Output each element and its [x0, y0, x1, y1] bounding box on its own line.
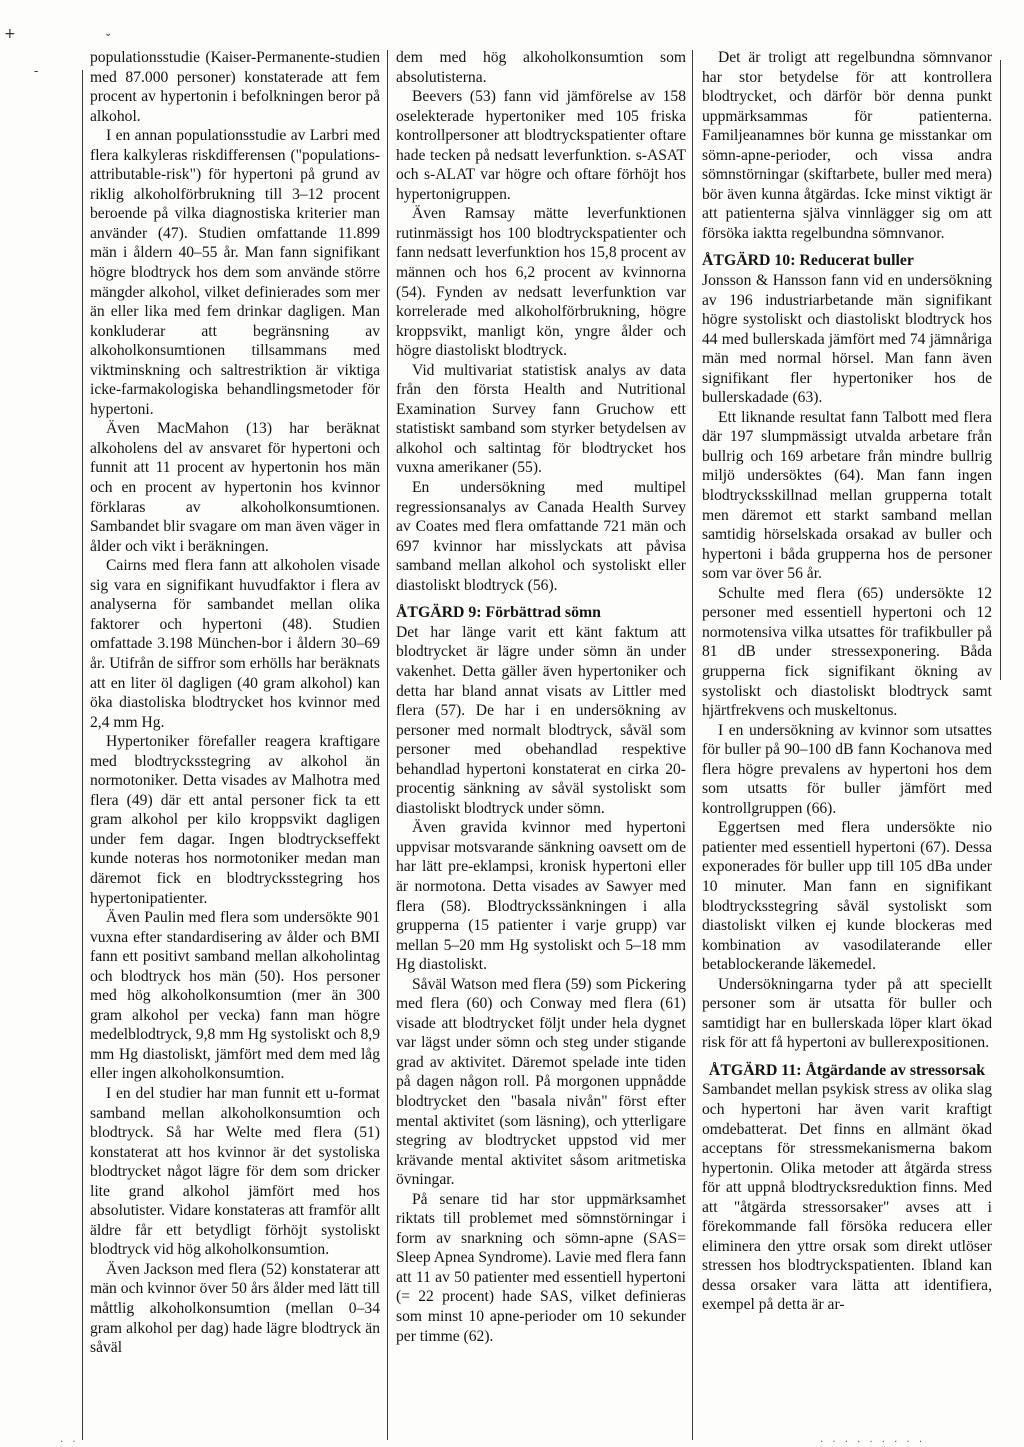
section-heading: ÅTGÄRD 11: Åtgärdande av stressorsak	[708, 1061, 986, 1079]
paragraph: dem med hög alkoholkonsumtion som absolutisterna.	[396, 49, 686, 86]
footer-mark: . . . . . . . . .	[820, 1434, 926, 1445]
text-column-3	[702, 48, 992, 1315]
column-rule-far-right	[1000, 60, 1001, 680]
paragraph: Schulte med flera (65) undersökte 12 personer med essentiell hypertoni och 12 normotensiva vilka utsattes för trafikbuller på 81 dB under stressexponering. Båda grupperna fick signifikant ökning av systoliskt och diastoliskt blodtryck samt hjärtfrekvens och muskeltonus.	[702, 584, 992, 720]
crop-mark: -	[34, 64, 39, 78]
paragraph: Undersökningarna tyder på att speciellt personer som är utsatta för buller och samtidigt har en bullerskada löper klart ökad risk för att få hypertoni av bullerexpositionen.	[702, 975, 992, 1052]
paragraph: I en annan populationsstudie av Larbri med flera kalkyleras riskdifferensen ("populations-attributable-risk") för hypertoni på grund av riklig alkoholförbrukning till 3–12 procent beroende på vilka diagnostiska kriterier man använder (47). Studien omfattande 11.899 män i åldern 40–55 år. Man fann signifikant högre blodtryck hos dem som använde större mängder alkohol, vilket definierades som mer än eller lika med fem drinkar dagligen. Man konkluderar att begränsning av alkoholkonsumtionen tillsammans med viktminskning och saltrestriktion är viktiga icke-farmakologiska behandlingsmetoder för hypertoni.	[90, 127, 380, 418]
paragraph: Eggertsen med flera undersökte nio patienter med essentiell hypertoni (67). Dessa exponerades för buller upp till 105 dBa under 10 minuter. Man fann en signifikant blodtrycksstegring såväl systoliskt som diastoliskt vilken ej kunde blockeras med kombination av vasodilaterande eller betablockerande läkemedel.	[702, 819, 992, 974]
paragraph: Såväl Watson med flera (59) som Pickering med flera (60) och Conway med flera (61) visade att blodtrycket följt under hela dygnet var lägst under sömn och steg under stigande grad av aktivitet. Däremot spelade inte tiden på dagen någon roll. På morgonen uppnådde blodtrycket den "basala nivån" först efter mental aktivitet (som läsning), och ytterligare stegring av blodtrycket uppstod vid mer krävande mental aktivitet såsom aritmetiska övningar.	[396, 975, 686, 1189]
section-heading: ÅTGÄRD 9: Förbättrad sömn	[396, 604, 601, 622]
crop-mark: +	[4, 26, 16, 42]
paragraph: Även Jackson med flera (52) konstaterar att män och kvinnor över 50 års ålder med lätt till måttlig alkoholkonsumtion (mellan 0–34 gram alkohol per dag) hade lägre blodtryck än såväl	[90, 1260, 380, 1357]
paragraph: Hypertoniker förefaller reagera kraftigare med blodtrycksstegring av alkohol än normotoniker. Detta visades av Malhotra med flera (49) där ett antal personer fick ta ett gram alkohol per kilo kroppsvikt dagligen under fem dagar. Ingen blodtryckseffekt kunde noteras hos normotoniker medan man däremot fick en blodtrycksstegring hos hypertonipatienter.	[90, 733, 380, 907]
paragraph: Även Ramsay mätte leverfunktionen rutinmässigt hos 100 blodtryckspatienter och fann nedsatt leverfunktion hos 15,8 procent av männen och hos 6,2 procent av kvinnorna (54). Fynden av nedsatt leverfunktion var korrelerade med alkoholförbrukning, högre kroppsvikt, manligt kön, yngre ålder och högre diastoliskt blodtryck.	[396, 205, 686, 360]
paragraph: Även gravida kvinnor med hypertoni uppvisar motsvarande sänkning oavsett om de har lätt pre-eklampsi, kronisk hypertoni eller är normotona. Detta visades av Sawyer med flera (58). Blodtryckssänkningen i alla grupperna (15 patienter i varje grupp) var mellan 5–20 mm Hg systoliskt och 5–18 mm Hg diastoliskt.	[396, 819, 686, 974]
paragraph: populationsstudie (Kaiser-Permanente-studien med 87.000 personer) konstaterade att fem procent av hypertonin i befolkningen beror på alkohol.	[90, 49, 380, 125]
text-column-1	[90, 48, 380, 1358]
column-rule-middle	[387, 50, 388, 1440]
paragraph: Jonsson & Hansson fann vid en undersökning av 196 industriarbetande män signifikant högre systoliskt och diastoliskt blodtryck hos 44 med bullerskada jämfört med 74 jämnåriga män med normal hörsel. Man fann även signifikant fler hypertoniker hos de bullerskadade (63).	[702, 272, 992, 407]
column-rule-right	[692, 50, 693, 1440]
paragraph: Beevers (53) fann vid jämförelse av 158 oselekterade hypertoniker med 105 friska kontrollpersoner att blodtryckspatienter oftare hade tecken på nedsatt leverfunktion. s-ASAT och s-ALAT var högre och oftare förhöjt hos hypertonigruppen.	[396, 88, 686, 203]
paragraph: En undersökning med multipel regressionsanalys av Canada Health Survey av Coates med flera omfattande 721 män och 697 kvinnor har misslyckats att påvisa samband mellan alkohol och systoliskt eller diastoliskt blodtryck (56).	[396, 479, 686, 594]
paragraph: I en del studier har man funnit ett u-format samband mellan alkoholkonsumtion och blodtryck. Så har Welte med flera (51) konstaterat att hos kvinnor är det systoliska blodtrycket något lägre för dem som dricker lite grand alkohol jämfört med hos absolutister. Vidare konstateras att framför allt äldre får ett betydligt förhöjt systoliskt blodtryck vid hög alkoholkonsumtion.	[90, 1084, 380, 1259]
crop-mark: ⌄	[104, 28, 113, 39]
paragraph: Sambandet mellan psykisk stress av olika slag och hypertoni har även varit kraftigt omdebatterat. Det finns en allmänt ökad acceptans för stressmekanismerna bakom hypertonin. Olika metoder att åtgärda stress för att uppnå blodtrycksreduktion finns. Med att "åtgärda stressorsaker" avses att i förekommande fall försöka reducera eller eliminera den yttre orsak som direkt utlöser stressen hos blodtryckspatienten. Ibland kan dessa orsaker vara lätta att identifiera, exempel på detta är ar-	[702, 1081, 992, 1314]
paragraph: Ett liknande resultat fann Talbott med flera där 197 slumpmässigt utvalda arbetare från bullrig och 169 arbetare från mindre bullrig miljö undersöktes (64). Man fann ingen blodtrycksskillnad mellan grupperna totalt men däremot ett starkt samband mellan samtidig hörselskada orsakad av buller och hypertoni i båda grupperna hos de personer som var över 56 år.	[702, 408, 992, 583]
paragraph: I en undersökning av kvinnor som utsattes för buller på 90–100 dB fann Kochanova med flera högre prevalens av hypertoni hos dem som utsatts för buller jämfört med kontrollgruppen (66).	[702, 721, 992, 817]
text-column-2	[396, 48, 686, 1346]
section-heading: ÅTGÄRD 10: Reducerat buller	[702, 252, 914, 270]
paragraph: Cairns med flera fann att alkoholen visade sig vara en signifikant huvudfaktor i flera av analyserna för sambandet mellan olika faktorer och hypertoni (48). Studien omfattade 3.198 München-bor i åldern 30–69 år. Utifrån de siffror som erhölls har beräknats att en liter öl dagligen (40 gram alkohol) kan öka diastoliska blodtrycket hos kvinnor med 2,4 mm Hg.	[90, 557, 380, 731]
paragraph: Vid multivariat statistisk analys av data från den första Health and Nutritional Examination Survey fann Gruchow ett statistiskt samband som styrker betydelsen av alkohol och saltintag för blodtrycket hos vuxna amerikaner (55).	[396, 361, 686, 477]
paragraph: Även Paulin med flera som undersökte 901 vuxna efter standardisering av ålder och BMI fann ett positivt samband mellan alkoholintag och blodtryck hos män (50). Hos personer med hög alkoholkonsumtion (mer än 300 gram alkohol per vecka) fann man högre medelblodtryck, 9,8 mm Hg systoliskt och 8,9 mm Hg diastoliskt, jämfört med dem med låg eller ingen alkoholkonsumtion.	[90, 909, 380, 1083]
paragraph: På senare tid har stor uppmärksamhet riktats till problemet med sömnstörningar i form av snarkning och sömn-apne (SAS= Sleep Apnea Syndrome). Lavie med flera fann att 11 av 50 patienter med essentiell hypertoni (= 22 procent) hade SAS, vilket definieras som minst 10 apne-perioder om 10 sekunder per timme (62).	[396, 1190, 686, 1345]
paragraph: Även MacMahon (13) har beräknat alkoholens del av ansvaret för hypertoni och funnit att 11 procent av hypertonin hos män och en procent av hypertonin hos kvinnor förklaras av alkoholkonsumtionen. Sambandet blir svagare om man även väger in ålder och vikt i beräkningen.	[90, 420, 380, 555]
paragraph: Det är troligt att regelbundna sömnvanor har stor betydelse för att kontrollera blodtrycket, och därför bör denna punkt uppmärksammas för patienterna. Familjeanamnes bör kunna ge misstankar om sömn-apne-perioder, och vissa andra sömnstörningar (skiftarbete, buller med mera) bör även kunna åtgärdas. Icke minst viktigt är att patienterna själva vinnlägger sig om att försöka iaktta regelbundna sömnvanor.	[702, 49, 992, 242]
footer-mark: . .	[60, 1434, 79, 1445]
column-rule-left	[82, 70, 83, 1440]
paragraph: Det har länge varit ett känt faktum att blodtrycket är lägre under sömn än under vakenhet. Detta gäller även hypertoniker och detta har bland annat visats av Littler med flera (57). De har i en undersökning av personer med normalt blodtryck, såväl som personer med obehandlad respektive behandlad hypertoni konstaterat en cirka 20-procentig sänkning av såväl systoliskt som diastoliskt blodtryck under sömn.	[396, 623, 686, 817]
